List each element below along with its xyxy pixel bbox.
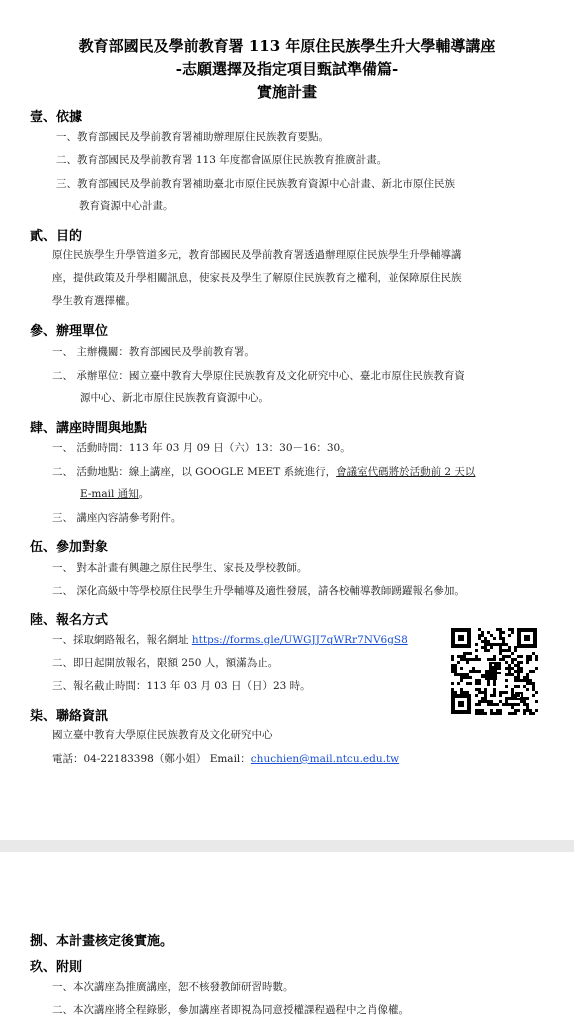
purpose-line-1: 原住民族學生升學管道多元，教育部國民及學前教育署透過辦理原住民族學生升學輔導講 bbox=[52, 249, 462, 261]
section-heading-appendix: 玖、附則 bbox=[30, 960, 83, 975]
basis-item-1: 一、教育部國民及學前教育署補助辦理原住民族教育要點。 bbox=[56, 131, 329, 143]
appendix-item-1: 一、本次講座為推廣講座，恕不核發教師研習時數。 bbox=[52, 981, 294, 993]
document-subtitle: -志願選擇及指定項目甄試準備篇- bbox=[175, 60, 399, 78]
audience-item-2: 二、 深化高級中等學校原住民學生升學輔導及適性發展，請各校輔導教師踴躍報名參加。 bbox=[52, 585, 465, 597]
section-heading-registration: 陸、報名方式 bbox=[30, 613, 109, 628]
plan-title: 實施計畫 bbox=[256, 83, 317, 101]
registration-link[interactable]: https://forms.gle/UWGJJ7qWRr7NV6gS8 bbox=[191, 634, 408, 646]
contact-phone-email bbox=[52, 752, 399, 766]
section-heading-implementation: 捌、本計畫核定後實施。 bbox=[30, 934, 174, 949]
event-content-ref: 三、 講座內容請參考附件。 bbox=[52, 512, 182, 524]
section-heading-purpose: 貳、目的 bbox=[30, 229, 83, 244]
event-place-cont bbox=[80, 487, 149, 501]
document-title: 教育部國民及學前教育署 113 年原住民族學生升大學輔導講座 bbox=[78, 37, 496, 55]
contact-org: 國立臺中教育大學原住民族教育及文化研究中心 bbox=[52, 729, 273, 741]
organizer-contractor-cont: 源中心、新北市原住民族教育資源中心。 bbox=[80, 392, 269, 404]
basis-item-3: 三、教育部國民及學前教育署補助臺北市原住民族教育資源中心計畫、新北市原住民族 bbox=[56, 178, 455, 190]
section-heading-audience: 伍、參加對象 bbox=[30, 540, 109, 555]
event-place bbox=[52, 465, 475, 479]
appendix-item-2: 二、本次講座將全程錄影，參加講座者即視為同意授權課程過程中之肖像權。 bbox=[52, 1004, 409, 1016]
section-heading-time-place: 肆、講座時間與地點 bbox=[30, 421, 148, 436]
purpose-line-2: 座，提供政策及升學相關訊息，使家長及學生了解原住民族教育之權利，並保障原住民族 bbox=[52, 272, 462, 284]
qr-code-icon[interactable] bbox=[449, 626, 539, 716]
registration-item-2: 二、即日起開放報名，限額 250 人，額滿為止。 bbox=[52, 657, 279, 669]
section-heading-contact: 柒、聯絡資訊 bbox=[30, 709, 109, 724]
meeting-code-notice: 會議室代碼將於活動前 2 天以 bbox=[336, 466, 476, 478]
registration-item-1 bbox=[52, 633, 408, 647]
section-heading-organizers: 參、辦理單位 bbox=[30, 324, 109, 339]
section-heading-basis: 壹、依據 bbox=[30, 110, 83, 125]
registration-item-1-text: 一、採取網路報名，報名網址 bbox=[52, 634, 192, 646]
organizer-contractor: 二、 承辦單位：國立臺中教育大學原住民族教育及文化研究中心、臺北市原住民族教育資 bbox=[52, 370, 465, 382]
event-time: 一、 活動時間：113 年 03 月 09 日（六）13：30－16：30。 bbox=[52, 442, 351, 454]
contact-phone: 電話：04-22183398（鄭小姐） Email： bbox=[52, 753, 251, 765]
basis-item-2: 二、教育部國民及學前教育署 113 年度都會區原住民族教育推廣計畫。 bbox=[56, 154, 388, 166]
email-notice: E-mail 通知 bbox=[80, 488, 139, 500]
basis-item-3-cont: 教育資源中心計畫。 bbox=[79, 200, 174, 212]
contact-email-link[interactable]: chuchien@mail.ntcu.edu.tw bbox=[250, 753, 400, 765]
registration-item-3: 三、報名截止時間：113 年 03 月 03 日（日）23 時。 bbox=[52, 680, 311, 692]
document-page-2 bbox=[0, 852, 574, 1024]
email-notice-end: 。 bbox=[138, 488, 150, 500]
purpose-line-3: 學生教育選擇權。 bbox=[52, 295, 136, 307]
audience-item-1: 一、 對本計畫有興趣之原住民學生、家長及學校教師。 bbox=[52, 562, 308, 574]
organizer-host: 一、 主辦機關：教育部國民及學前教育署。 bbox=[52, 346, 255, 358]
event-place-text: 二、 活動地點：線上講座，以 GOOGLE MEET 系統進行， bbox=[52, 466, 337, 478]
